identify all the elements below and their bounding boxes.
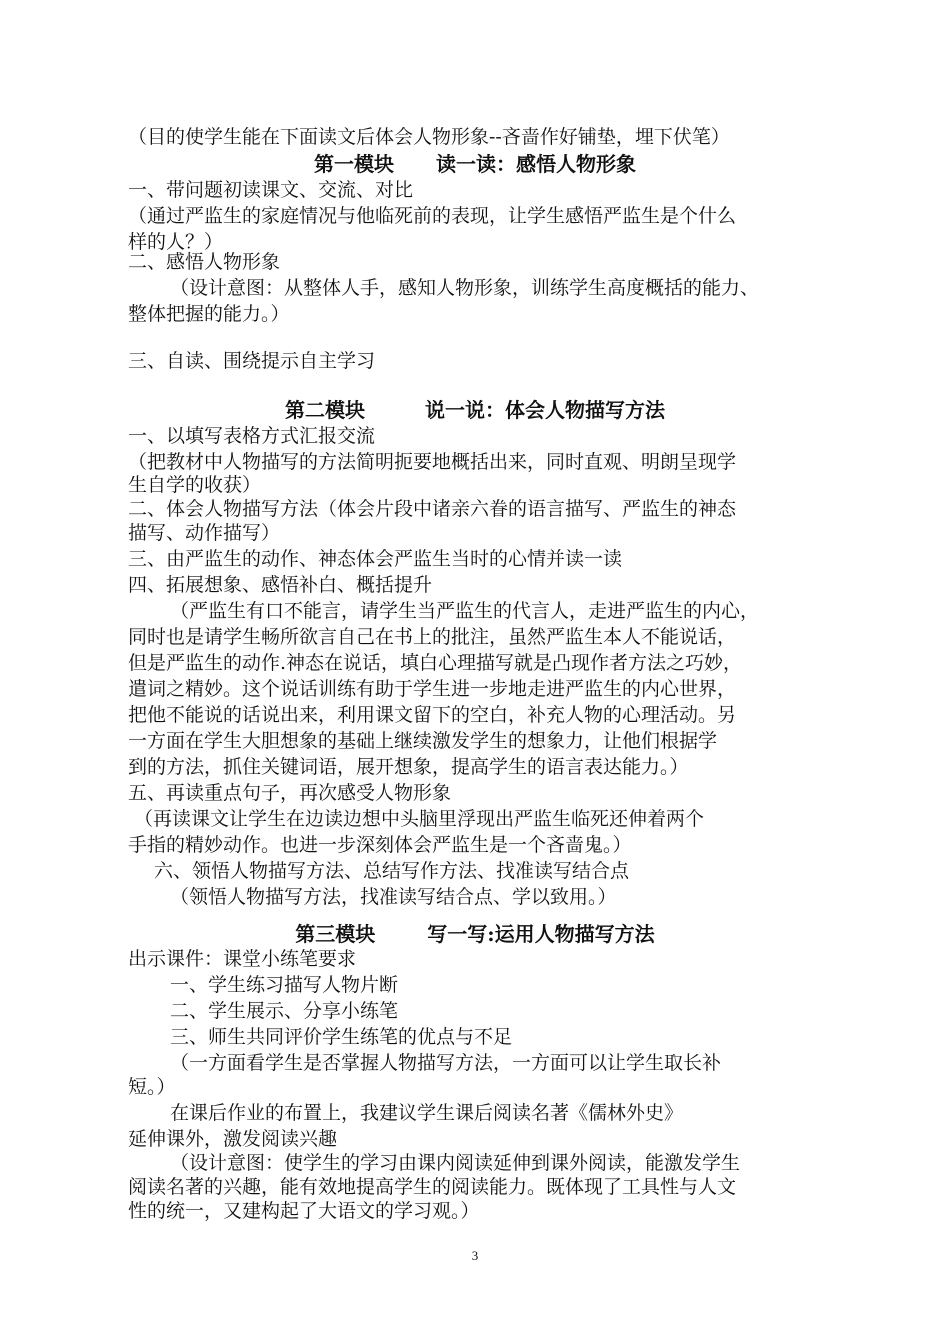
paragraph-line: 但是严监生的动作.神态在说话，填白心理描写就是凸现作者方法之巧妙，	[128, 652, 743, 674]
module-1-subtitle: 读一读：感悟人物形象	[436, 152, 636, 176]
paragraph-line: （一方面看学生是否掌握人物描写方法，一方面可以让学生取长补	[170, 1052, 722, 1074]
paragraph-line: 四、拓展想象、感悟补白、概括提升	[128, 574, 433, 596]
paragraph-line: 遣词之精妙。这个说话训练有助于学生进一步地走进严监生的内心世界，	[128, 678, 737, 700]
module-2-heading	[0, 396, 950, 424]
paragraph-line: （领悟人物描写方法，找准读写结合点、学以致用。）	[170, 886, 617, 908]
paragraph-line: 性的统一，又建构起了大语文的学习观。）	[128, 1200, 480, 1222]
paragraph-line: （把教材中人物描写的方法简明扼要地概括出来，同时直观、明朗呈现学	[128, 451, 737, 473]
paragraph-line: 样的人？）	[128, 231, 224, 253]
paragraph-line: 阅读名著的兴趣，能有效地提高学生的阅读能力。既体现了工具性与人文	[128, 1176, 737, 1198]
paragraph-line: 二、感悟人物形象	[128, 251, 281, 273]
paragraph-line: （设计意图：使学生的学习由课内阅读延伸到课外阅读，能激发学生	[170, 1152, 741, 1174]
paragraph-line: （再读课文让学生在边读边想中头脑里浮现出严监生临死还伸着两个	[134, 808, 705, 830]
paragraph-line: 三、师生共同评价学生练笔的优点与不足	[170, 1026, 513, 1048]
paragraph-line: 延伸课外，激发阅读兴趣	[128, 1128, 338, 1150]
module-3-title: 第三模块	[295, 922, 376, 946]
page-number: 3	[471, 1248, 479, 1263]
paragraph-line: 二、学生展示、分享小练笔	[170, 1000, 399, 1022]
paragraph-line: 一、以填写表格方式汇报交流	[128, 425, 376, 447]
paragraph-line: 六、领悟人物描写方法、总结写作方法、找准读写结合点	[154, 860, 630, 882]
paragraph-line: 手指的精妙动作。也进一步深刻体会严监生是一个吝啬鬼。）	[128, 834, 632, 856]
paragraph-line: （设计意图：从整体人手，感知人物形象，训练学生高度概括的能力、	[170, 277, 760, 299]
paragraph-line: 生自学的收获）	[128, 474, 262, 496]
paragraph-line: 一方面在学生大胆想象的基础上继续激发学生的想象力，让他们根据学	[128, 730, 718, 752]
paragraph-line: （严监生有口不能言，请学生当严监生的代言人，走进严监生的内心，	[170, 600, 760, 622]
paragraph-line: 整体把握的能力。）	[128, 303, 290, 325]
paragraph-line: 在课后作业的布置上，我建议学生课后阅读名著《儒林外史》	[170, 1102, 684, 1124]
module-3-subtitle: 写一写:运用人物描写方法	[427, 922, 655, 946]
paragraph-line: 二、体会人物描写方法（体会片段中诸亲六眷的语言描写、严监生的神态	[128, 498, 737, 520]
paragraph-line: 一、学生练习描写人物片断	[170, 974, 399, 996]
paragraph-line: （目的使学生能在下面读文后体会人物形象--吝啬作好铺垫，埋下伏笔）	[128, 126, 730, 148]
paragraph-line: 短。）	[128, 1076, 176, 1098]
paragraph-line: 五、再读重点句子，再次感受人物形象	[128, 782, 452, 804]
paragraph-line: 同时也是请学生畅所欲言自己在书上的批注，虽然严监生本人不能说话，	[128, 626, 737, 648]
paragraph-line: 三、由严监生的动作、神态体会严监生当时的心情并读一读	[128, 548, 623, 570]
paragraph-line: 到的方法，抓住关键词语，展开想象，提高学生的语言表达能力。）	[128, 756, 689, 778]
module-1-title: 第一模块	[314, 152, 394, 176]
paragraph-line: 把他不能说的话说出来，利用课文留下的空白，补充人物的心理活动。另	[128, 704, 737, 726]
module-1-heading	[0, 150, 950, 178]
module-2-title: 第二模块	[285, 398, 365, 422]
module-2-subtitle: 说一说：体会人物描写方法	[425, 398, 665, 422]
paragraph-line: 三、自读、围绕提示自主学习	[128, 350, 376, 372]
paragraph-line: 描写、动作描写）	[128, 522, 281, 544]
paragraph-line: 出示课件：课堂小练笔要求	[128, 948, 357, 970]
paragraph-line: （通过严监生的家庭情况与他临死前的表现，让学生感悟严监生是个什么	[128, 205, 737, 227]
module-3-heading	[0, 920, 950, 948]
paragraph-line: 一、带问题初读课文、交流、对比	[128, 179, 414, 201]
